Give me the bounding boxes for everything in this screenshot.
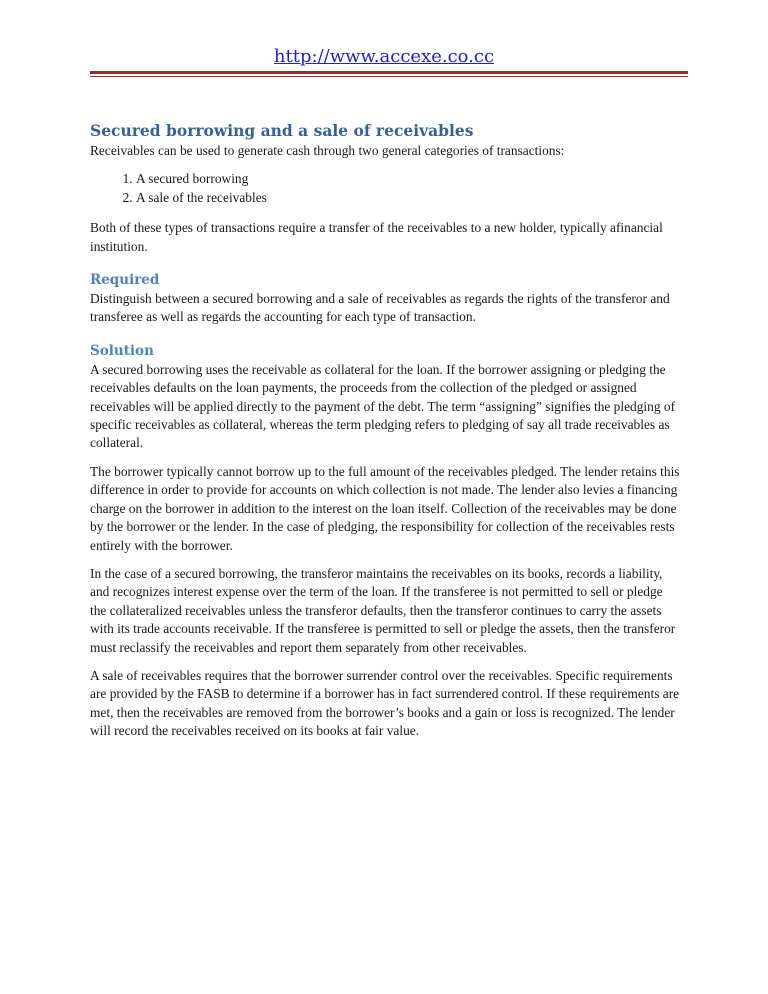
solution-paragraph-3: In the case of a secured borrowing, the transferor maintains the receivables on its books, records a liability, and recognizes interest expense over the term of the loan. If the transferee is not permitted to sell or pledge the collateralized receivables unless the transferor defaults, then the transferor continues to carry the assets with its trade accounts receivable. If the transferee is permitted to sell or pledge the assets, then the transferor must reclassify the receivables and report them separately from other receivables. xyxy=(90,565,676,655)
header-rule-thick xyxy=(90,71,688,74)
document-body xyxy=(90,120,680,741)
list-item: 2. A sale of the receivables xyxy=(136,189,680,207)
solution-paragraph-1: A secured borrowing uses the receivable as collateral for the loan. If the borrower assigning or pledging the receivables defaults on the loan payments, the proceeds from the collection of the pledged or assigned receivables will be applied directly to the payment of the debt. The term “assigning” signifies the pledging of specific receivables as collateral, whereas the term pledging refers to pledging of say all trade receivables as collateral. xyxy=(90,361,676,451)
list-item: 1. A secured borrowing xyxy=(136,170,680,188)
transaction-list xyxy=(90,170,680,207)
solution-heading: Solution xyxy=(90,342,154,359)
header-rule-thin xyxy=(90,76,688,77)
solution-paragraph-2: The borrower typically cannot borrow up to the full amount of the receivables pledged. The lender retains this difference in order to provide for accounts on which collection is not made. The lender also levies a financing charge on the borrower in addition to the interest on the loan itself. Collection of the receivables may be done by the borrower or the lender. In the case of pledging, the responsibility for collection of the receivables rests entirely with the borrower. xyxy=(90,463,680,553)
required-paragraph: Distinguish between a secured borrowing and a sale of receivables as regards the rights of the transferor and transferee as well as regards the accounting for each type of transaction. xyxy=(90,291,670,325)
required-heading: Required xyxy=(90,272,160,289)
header-link[interactable]: http://www.accexe.co.cc xyxy=(273,46,495,67)
intro-paragraph: Receivables can be used to generate cash through two general categories of transactions: xyxy=(90,143,565,158)
page-title: Secured borrowing and a sale of receivables xyxy=(90,121,474,140)
both-paragraph: Both of these types of transactions require a transfer of the receivables to a new holder, typically afinancial institution. xyxy=(90,220,663,254)
solution-paragraph-4: A sale of receivables requires that the borrower surrender control over the receivables. Specific requirements are provided by the FASB to determine if a borrower has in fact surrendered control. If these requirements are met, then the receivables are removed from the borrower’s books and a gain or loss is recognized. The lender will record the receivables received on its books at fair value. xyxy=(90,667,680,739)
